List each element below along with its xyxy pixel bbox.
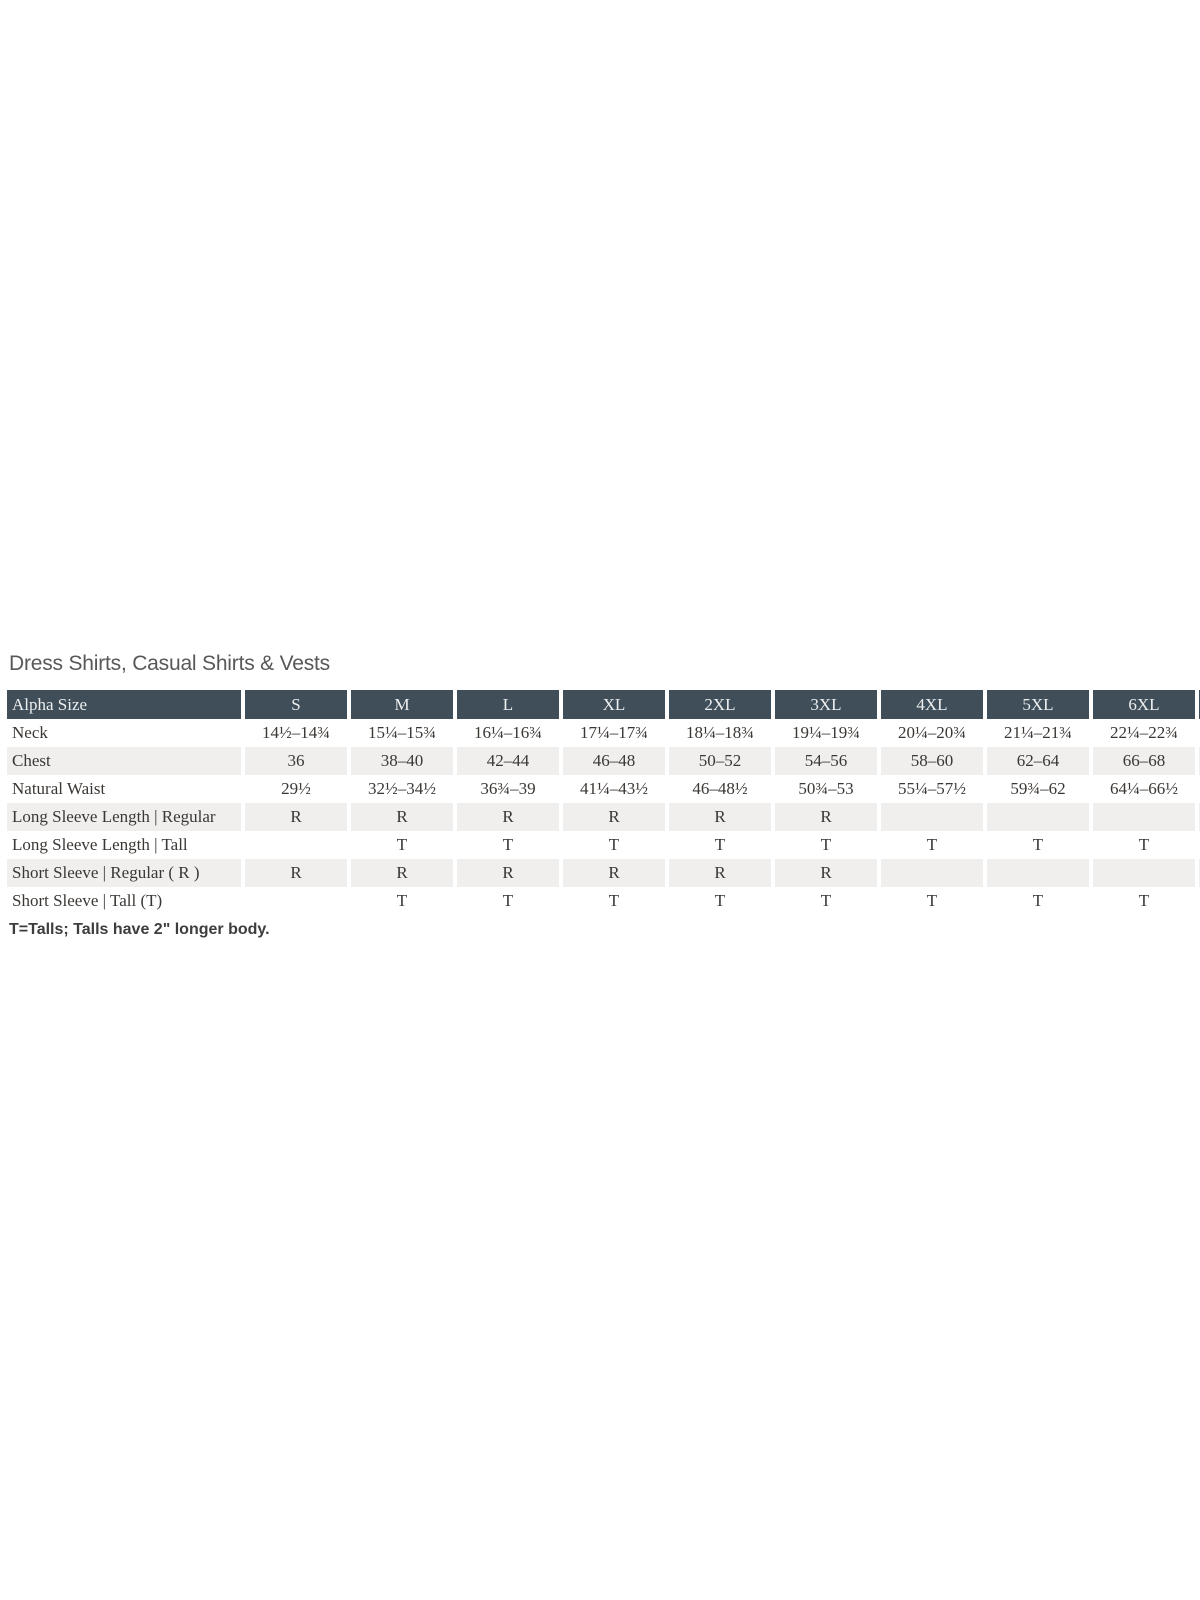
cell: R [457, 803, 559, 831]
cell: 36 [245, 747, 347, 775]
cell: 50¾–53 [775, 775, 877, 803]
cell: T [1093, 831, 1195, 859]
cell [1093, 803, 1195, 831]
cell: 36¾–39 [457, 775, 559, 803]
cell: 54–56 [775, 747, 877, 775]
cell: 17¼–17¾ [563, 719, 665, 747]
cell: R [563, 803, 665, 831]
table-row [7, 775, 1200, 803]
header-cell-5xl: 5XL [987, 690, 1089, 719]
table-row [7, 859, 1200, 887]
table-row [7, 887, 1200, 915]
cell: R [775, 859, 877, 887]
cell: 29½ [245, 775, 347, 803]
cell [245, 831, 347, 859]
cell: 66–68 [1093, 747, 1195, 775]
cell [1093, 859, 1195, 887]
cell: 19¼–19¾ [775, 719, 877, 747]
cell [881, 803, 983, 831]
header-cell-alpha-size: Alpha Size [7, 690, 241, 719]
row-label: Short Sleeve | Regular ( R ) [7, 859, 241, 887]
cell: T [987, 887, 1089, 915]
cell: T [1093, 887, 1195, 915]
cell: T [987, 831, 1089, 859]
cell: 16¼–16¾ [457, 719, 559, 747]
table-row [7, 831, 1200, 859]
header-cell-l: L [457, 690, 559, 719]
cell: T [351, 887, 453, 915]
cell: T [775, 831, 877, 859]
table-row [7, 747, 1200, 775]
cell: T [563, 887, 665, 915]
row-label: Natural Waist [7, 775, 241, 803]
footnote: T=Talls; Talls have 2" longer body. [9, 921, 270, 938]
row-label: Neck [7, 719, 241, 747]
cell: 62–64 [987, 747, 1089, 775]
cell: R [563, 859, 665, 887]
cell: 58–60 [881, 747, 983, 775]
cell: T [457, 887, 559, 915]
row-label: Short Sleeve | Tall (T) [7, 887, 241, 915]
cell: T [775, 887, 877, 915]
cell: R [245, 803, 347, 831]
size-chart-header-row [7, 690, 1200, 719]
cell [245, 887, 347, 915]
cell: 64¼–66½ [1093, 775, 1195, 803]
cell [987, 803, 1089, 831]
cell: R [775, 803, 877, 831]
cell: 38–40 [351, 747, 453, 775]
cell: 20¼–20¾ [881, 719, 983, 747]
cell: 55¼–57½ [881, 775, 983, 803]
header-cell-6xl: 6XL [1093, 690, 1195, 719]
cell: 15¼–15¾ [351, 719, 453, 747]
cell: R [245, 859, 347, 887]
size-chart-table [7, 690, 1200, 915]
cell: R [351, 803, 453, 831]
cell: T [669, 831, 771, 859]
cell: R [669, 803, 771, 831]
header-cell-s: S [245, 690, 347, 719]
size-chart-section [0, 651, 1200, 940]
cell: 32½–34½ [351, 775, 453, 803]
header-cell-2xl: 2XL [669, 690, 771, 719]
cell: T [881, 831, 983, 859]
cell: T [669, 887, 771, 915]
cell: 21¼–21¾ [987, 719, 1089, 747]
table-row [7, 719, 1200, 747]
cell: 50–52 [669, 747, 771, 775]
cell: 41¼–43½ [563, 775, 665, 803]
header-cell-4xl: 4XL [881, 690, 983, 719]
header-cell-xl: XL [563, 690, 665, 719]
cell: 42–44 [457, 747, 559, 775]
cell: 18¼–18¾ [669, 719, 771, 747]
page-title: Dress Shirts, Casual Shirts & Vests [9, 652, 330, 675]
cell: T [563, 831, 665, 859]
cell: 14½–14¾ [245, 719, 347, 747]
header-cell-3xl: 3XL [775, 690, 877, 719]
cell: R [351, 859, 453, 887]
cell: T [457, 831, 559, 859]
table-row [7, 803, 1200, 831]
cell: R [457, 859, 559, 887]
cell: T [881, 887, 983, 915]
row-label: Long Sleeve Length | Regular [7, 803, 241, 831]
row-label: Chest [7, 747, 241, 775]
cell: 59¾–62 [987, 775, 1089, 803]
cell: 22¼–22¾ [1093, 719, 1195, 747]
cell [881, 859, 983, 887]
cell: R [669, 859, 771, 887]
cell: T [351, 831, 453, 859]
row-label: Long Sleeve Length | Tall [7, 831, 241, 859]
cell: 46–48 [563, 747, 665, 775]
size-chart-body [7, 719, 1200, 915]
header-cell-m: M [351, 690, 453, 719]
cell: 46–48½ [669, 775, 771, 803]
cell [987, 859, 1089, 887]
